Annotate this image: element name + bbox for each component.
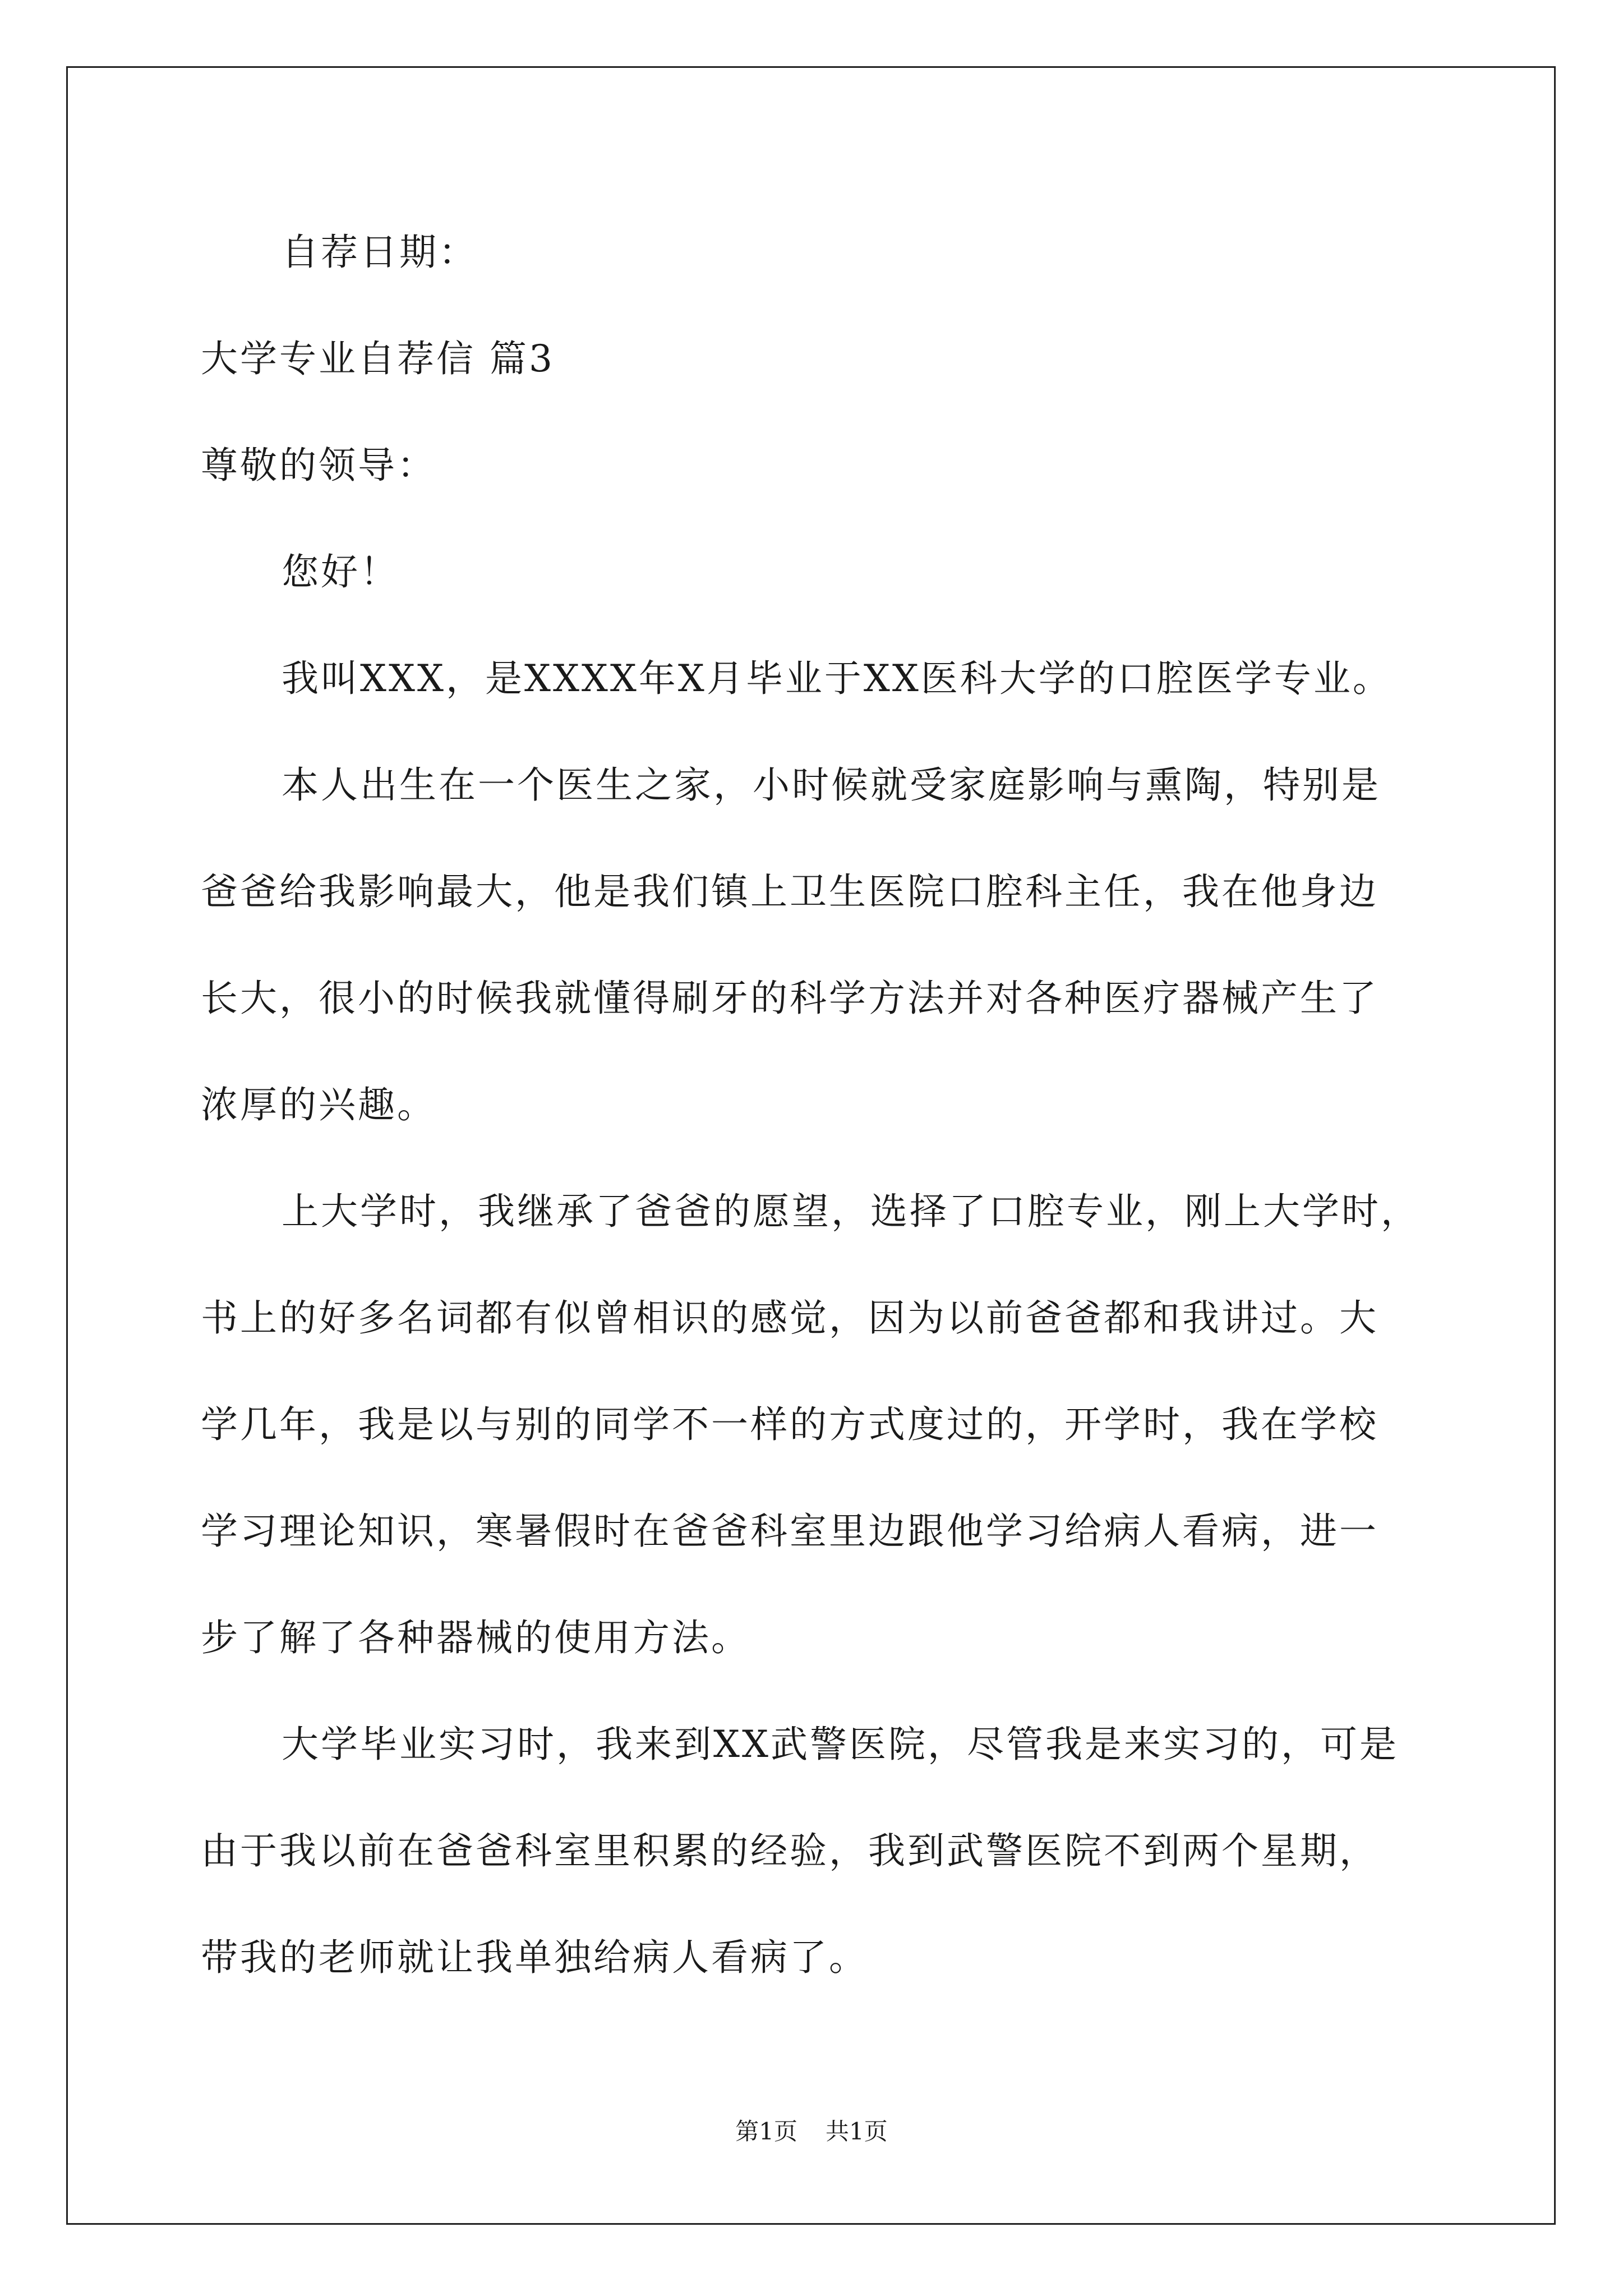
greeting: 您好！ bbox=[282, 550, 399, 593]
page-footer bbox=[0, 2118, 1623, 2146]
paragraph-line: 书上的好多名词都有似曾相识的感觉，因为以前爸爸都和我讲过。大 bbox=[201, 1296, 1378, 1340]
paragraph-line: 学几年，我是以与别的同学不一样的方式度过的，开学时，我在学校 bbox=[201, 1403, 1378, 1446]
page-frame bbox=[66, 66, 1556, 2225]
page-total: 共1页 bbox=[826, 2118, 888, 2145]
paragraph-line: 上大学时，我继承了爸爸的愿望，选择了口腔专业，刚上大学时， bbox=[282, 1190, 1420, 1233]
paragraph-line: 由于我以前在爸爸科室里积累的经验，我到武警医院不到两个星期， bbox=[201, 1829, 1378, 1872]
paragraph-line: 本人出生在一个医生之家，小时候就受家庭影响与熏陶，特别是 bbox=[282, 763, 1381, 807]
salutation: 尊敬的领导： bbox=[201, 444, 436, 487]
date-line: 自荐日期： bbox=[282, 231, 478, 274]
paragraph-line: 大学毕业实习时，我来到XX武警医院，尽管我是来实习的，可是 bbox=[282, 1723, 1399, 1766]
paragraph-line: 长大，很小的时候我就懂得刷牙的科学方法并对各种医疗器械产生了 bbox=[201, 977, 1378, 1020]
paragraph-line: 学习理论知识，寒暑假时在爸爸科室里边跟他学习给病人看病，进一 bbox=[201, 1510, 1378, 1553]
page-number: 第1页 bbox=[735, 2118, 797, 2145]
paragraph-line: 带我的老师就让我单独给病人看病了。 bbox=[201, 1936, 868, 1979]
paragraph-line: 浓厚的兴趣。 bbox=[201, 1083, 436, 1126]
paragraph-line: 爸爸给我影响最大，他是我们镇上卫生医院口腔科主任，我在他身边 bbox=[201, 870, 1378, 913]
paragraph-line: 我叫XXX，是XXXX年X月毕业于XX医科大学的口腔医学专业。 bbox=[282, 657, 1392, 700]
section-title: 大学专业自荐信 篇3 bbox=[201, 337, 555, 380]
paragraph-line: 步了解了各种器械的使用方法。 bbox=[201, 1616, 750, 1659]
